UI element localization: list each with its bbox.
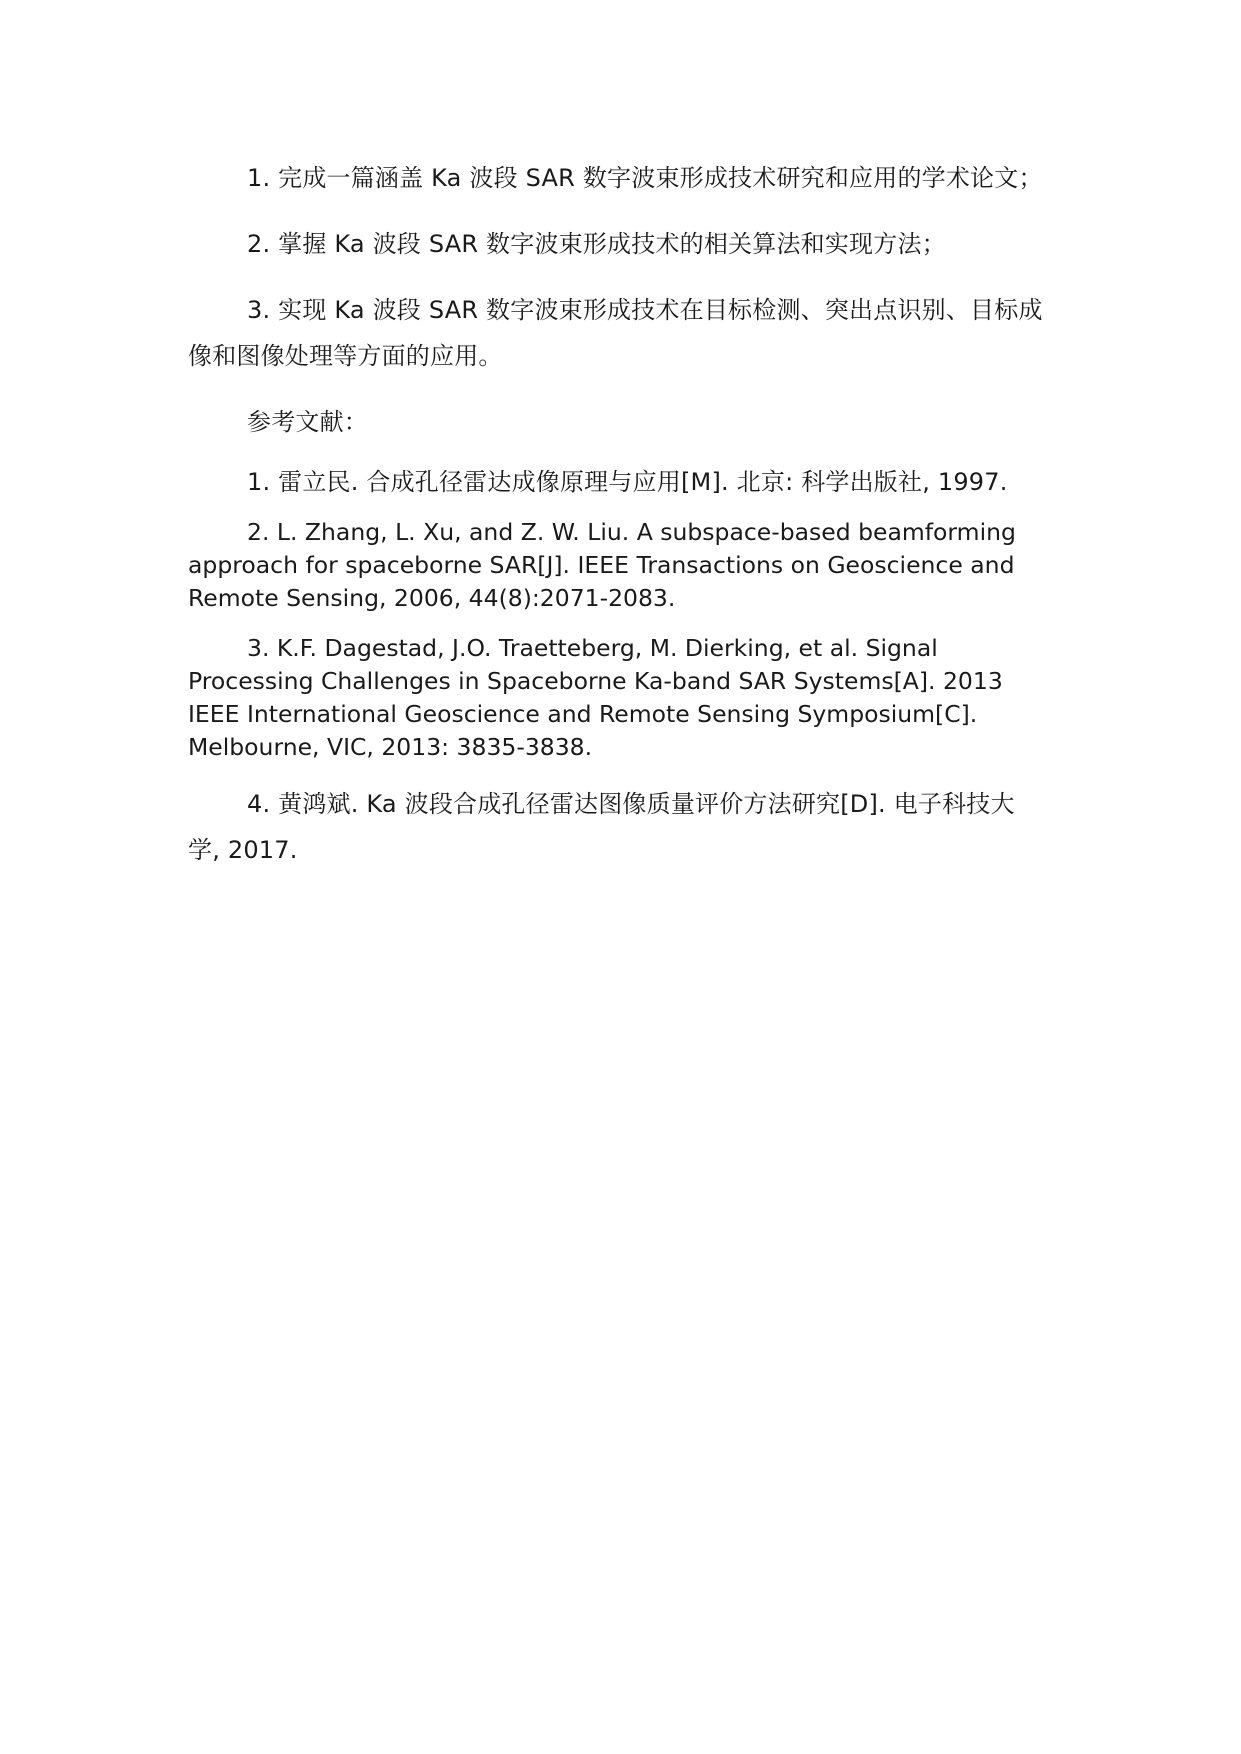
objective-item: 2. 掌握 Ka 波段 SAR 数字波束形成技术的相关算法和实现方法； (247, 230, 946, 258)
reference-item: 1. 雷立民. 合成孔径雷达成像原理与应用[M]. 北京: 科学出版社, 1997. (247, 468, 1008, 496)
objective-item: 1. 完成一篇涵盖 Ka 波段 SAR 数字波束形成技术研究和应用的学术论文； (247, 164, 1043, 192)
references-heading: 参考文献： (247, 408, 368, 436)
reference-item: 3. K.F. Dagestad, J.O. Traetteberg, M. Dierking, et al. Signal Processing Challenges in Spaceborne Ka-band SAR Systems[A]. 2013 IEEE International Geoscience and Remote Sensing Symposium[C]. Melbourne, VIC, 2013: 3835-3838. (188, 634, 1003, 761)
page-body (188, 155, 1044, 873)
reference-item: 4. 黄鸿斌. Ka 波段合成孔径雷达图像质量评价方法研究[D]. 电子科技大学, 2017. (188, 790, 1015, 864)
objective-item: 3. 实现 Ka 波段 SAR 数字波束形成技术在目标检测、突出点识别、目标成像和图像处理等方面的应用。 (188, 296, 1043, 370)
reference-item: 2. L. Zhang, L. Xu, and Z. W. Liu. A subspace-based beamforming approach for spaceborne SAR[J]. IEEE Transactions on Geoscience and Remote Sensing, 2006, 44(8):2071-2083. (188, 518, 1016, 612)
